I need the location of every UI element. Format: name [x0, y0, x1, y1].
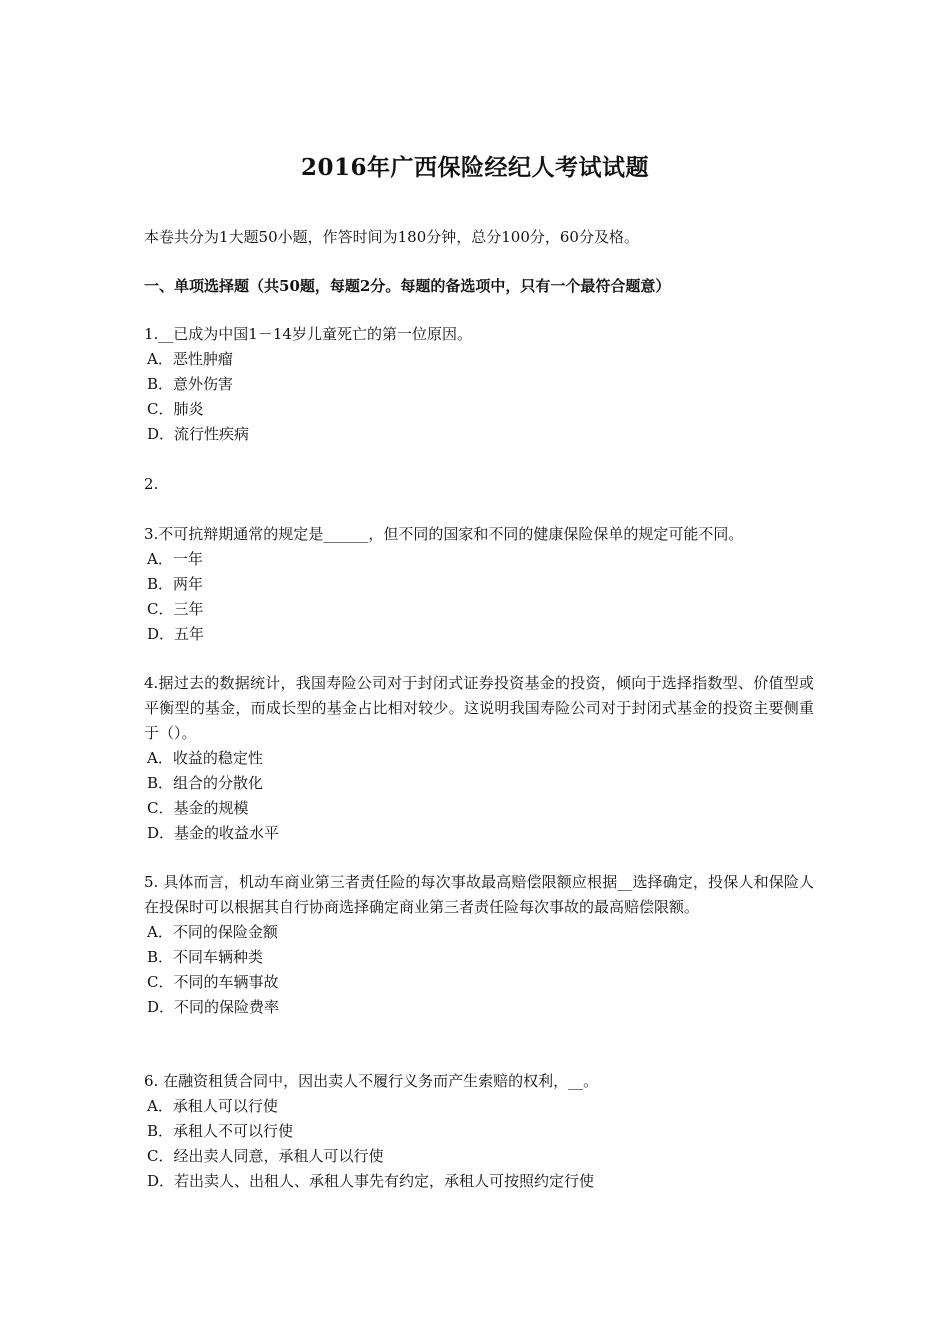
- option-b: B．意外伤害: [147, 375, 234, 393]
- question-2: [144, 472, 814, 497]
- question-stem: 1.__已成为中国1－14岁儿童死亡的第一位原因。: [144, 325, 472, 343]
- document-title: 2016年广西保险经纪人考试试题: [300, 154, 649, 181]
- section-heading: 一、单项选择题（共50题，每题2分。每题的备选项中，只有一个最符合题意）: [144, 277, 671, 295]
- question-4: [144, 671, 814, 846]
- option-a: A．恶性肿瘤: [147, 350, 233, 368]
- question-stem: 3.不可抗辩期通常的规定是______，但不同的国家和不同的健康保险保单的规定可能不同。: [144, 525, 744, 543]
- option-d: D．流行性疾病: [147, 425, 250, 443]
- option-b: B．两年: [147, 575, 204, 593]
- option-d: D．若出卖人、出租人、承租人事先有约定，承租人可按照约定行使: [147, 1172, 595, 1190]
- option-c: C．经出卖人同意，承租人可以行使: [147, 1147, 384, 1165]
- question-stem: 6. 在融资租赁合同中，因出卖人不履行义务而产生索赔的权利，__。: [144, 1072, 599, 1090]
- option-c: C．不同的车辆事故: [147, 973, 279, 991]
- question-5: [144, 870, 814, 1020]
- option-d: D．基金的收益水平: [147, 824, 280, 842]
- option-c: C．三年: [147, 600, 204, 618]
- option-b: B．组合的分散化: [147, 774, 264, 792]
- question-1: [144, 322, 814, 447]
- question-stem: 4.据过去的数据统计，我国寿险公司对于封闭式证券投资基金的投资，倾向于选择指数型、价值型或平衡型的基金，而成长型的基金占比相对较少。这说明我国寿险公司对于封闭式基金的投资主要侧重于（）。: [144, 674, 814, 742]
- question-3: [144, 522, 814, 647]
- option-a: A．不同的保险金额: [147, 923, 278, 941]
- exam-intro: 本卷共分为1大题50小题，作答时间为180分钟，总分100分，60分及格。: [144, 228, 639, 246]
- option-b: B．不同车辆种类: [147, 948, 264, 966]
- question-stem: 5. 具体而言，机动车商业第三者责任险的每次事故最高赔偿限额应根据__选择确定，投保人和保险人在投保时可以根据其自行协商选择确定商业第三者责任险每次事故的最高赔偿限额。: [144, 873, 814, 916]
- question-6: [144, 1069, 814, 1194]
- option-c: C．肺炎: [147, 400, 204, 418]
- option-a: A．收益的稳定性: [147, 749, 263, 767]
- option-a: A．一年: [147, 550, 203, 568]
- option-d: D．不同的保险费率: [147, 998, 280, 1016]
- option-b: B．承租人不可以行使: [147, 1122, 294, 1140]
- option-a: A．承租人可以行使: [147, 1097, 278, 1115]
- question-stem: 2.: [144, 475, 159, 493]
- option-c: C．基金的规模: [147, 799, 249, 817]
- option-d: D．五年: [147, 625, 205, 643]
